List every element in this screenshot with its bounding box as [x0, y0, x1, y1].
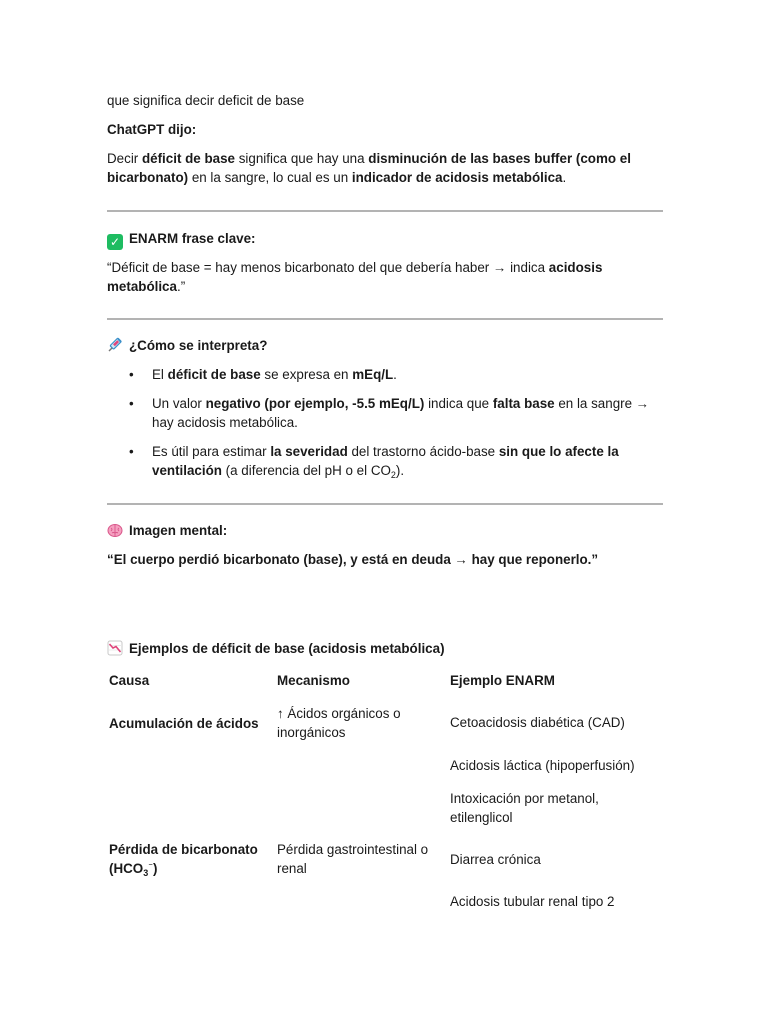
enarm-quote: “Déficit de base = hay menos bicarbonato del que debería haber → indica acidosis metabólica.” — [107, 260, 603, 294]
intro-paragraph: Decir déficit de base significa que hay una disminución de las bases buffer (como el bicarbonato) en la sangre, lo cual es un indicador de acidosis metabólica. — [107, 151, 631, 185]
interpret-heading: ¿Cómo se interpreta? — [107, 336, 267, 355]
mental-quote: “El cuerpo perdió bicarbonato (base), y está en deuda → hay que reponerlo.” — [107, 552, 599, 567]
table-cell-causa: Acumulación de ácidos — [109, 716, 259, 731]
list-item: • Es útil para estimar la severidad del trastorno ácido-base sin que lo afecte la ventilación (a diferencia del pH o el $CO_2$). — [129, 444, 619, 480]
divider — [107, 503, 663, 505]
examples-heading: Ejemplos de déficit de base (acidosis metabólica) — [107, 639, 445, 658]
table-cell-causa: Pérdida de bicarbonato $(HCO_3^{^-})$ — [109, 842, 258, 878]
assistant-label: ChatGPT dijo: — [107, 122, 197, 137]
enarm-heading: ✓ ENARM frase clave: — [107, 229, 256, 250]
table-cell-ejemplo: Diarrea crónica — [450, 852, 541, 867]
interpret-list — [107, 365, 663, 480]
check-mark-icon: ✓ — [107, 234, 123, 250]
table-header-ejemplo: Ejemplo ENARM — [450, 673, 555, 688]
divider — [107, 210, 663, 212]
user-question: que significa decir deficit de base — [107, 93, 305, 108]
table-header-causa: Causa — [109, 673, 150, 688]
brain-icon — [107, 522, 123, 538]
table-cell-ejemplo: Cetoacidosis diabética (CAD) — [450, 715, 625, 730]
table-cell-mecanismo: Pérdida gastrointestinal o renal — [277, 842, 429, 876]
table-cell-ejemplo: Acidosis tubular renal tipo 2 — [450, 894, 615, 909]
chart-icon — [107, 640, 123, 656]
table-header-mecanismo: Mecanismo — [277, 673, 350, 688]
list-item: • El déficit de base se expresa en mEq/L. — [129, 367, 397, 382]
mental-heading: Imagen mental: — [107, 521, 227, 540]
divider — [107, 318, 663, 320]
table-cell-ejemplo: Intoxicación por metanol, etilenglicol — [450, 791, 599, 825]
table-cell-ejemplo: Acidosis láctica (hipoperfusión) — [450, 758, 635, 773]
syringe-icon — [107, 337, 123, 353]
list-item: • Un valor negativo (por ejemplo, -5.5 mEq/L) indica que falta base en la sangre → hay acidosis metabólica. — [129, 396, 650, 430]
table-cell-mecanismo: ↑ Ácidos orgánicos o inorgánicos — [277, 706, 401, 740]
